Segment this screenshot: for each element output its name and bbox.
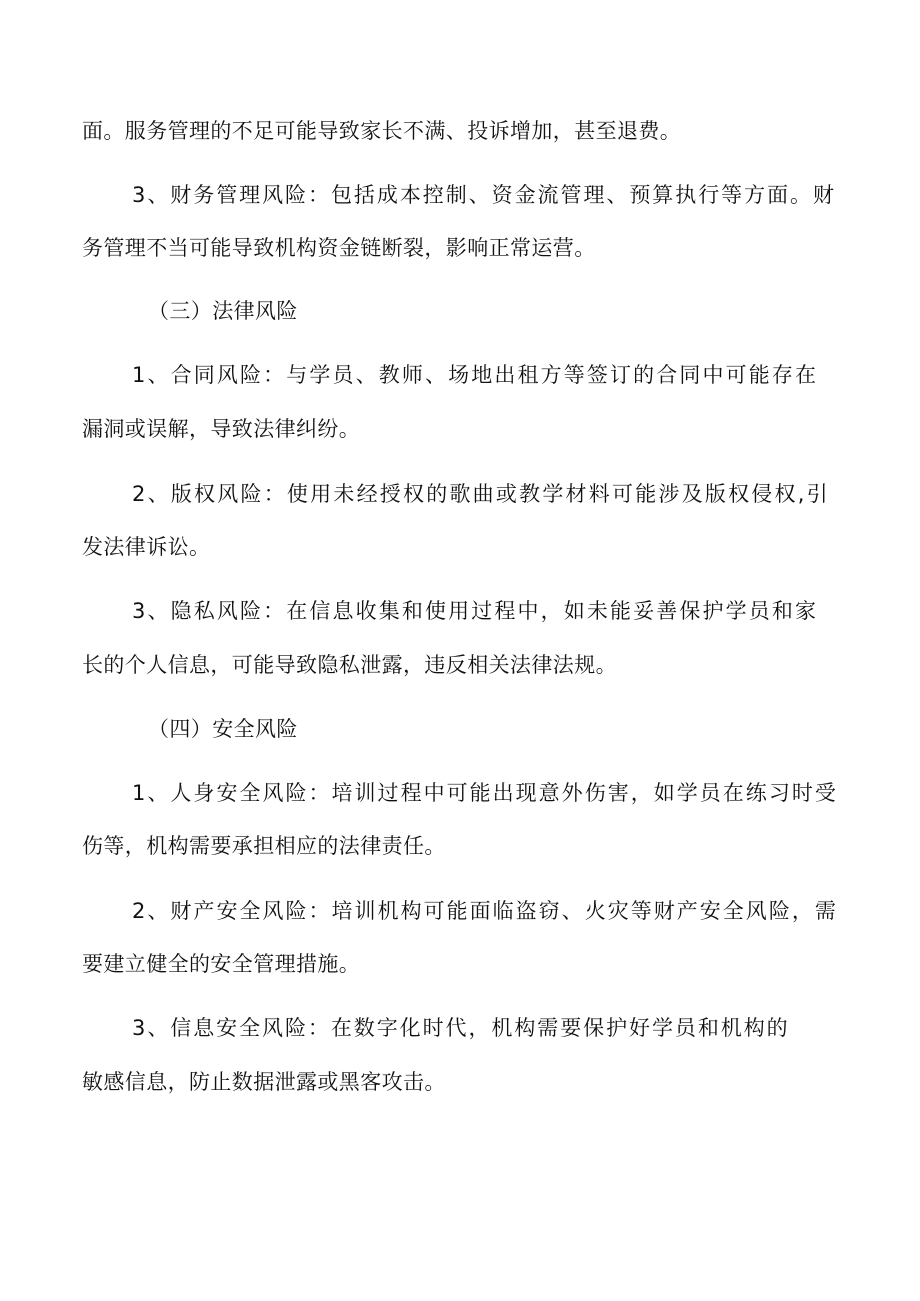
glyph: 化 bbox=[399, 1016, 421, 1040]
glyph: 3 bbox=[132, 599, 146, 623]
glyph: 务 bbox=[193, 183, 215, 207]
glyph: 涉 bbox=[658, 482, 680, 506]
glyph: 侵 bbox=[751, 482, 773, 506]
glyph: 、 bbox=[147, 183, 169, 207]
glyph: 面 bbox=[469, 899, 491, 923]
glyph: 授 bbox=[379, 482, 401, 506]
glyph: 产 bbox=[193, 899, 215, 923]
glyph: 和 bbox=[771, 599, 793, 623]
paragraph-line-justified bbox=[132, 360, 816, 390]
glyph: 信 bbox=[309, 599, 331, 623]
glyph: 意 bbox=[538, 781, 560, 805]
glyph: 金 bbox=[514, 183, 536, 207]
glyph: ： bbox=[263, 363, 285, 387]
glyph: 经 bbox=[356, 482, 378, 506]
glyph: 财 bbox=[170, 899, 192, 923]
glyph: 信 bbox=[170, 1016, 192, 1040]
glyph: 曲 bbox=[472, 482, 494, 506]
glyph: 盗 bbox=[515, 899, 537, 923]
glyph: 安 bbox=[699, 899, 721, 923]
glyph: 引 bbox=[806, 482, 828, 506]
paragraph-line: 面。服务管理的不足可能导致家长不满、投诉增加，甚至退费。 bbox=[82, 119, 682, 143]
glyph: 需 bbox=[814, 899, 836, 923]
glyph: 能 bbox=[748, 363, 770, 387]
glyph: 机 bbox=[491, 1016, 513, 1040]
glyph: 学 bbox=[542, 482, 564, 506]
glyph: 租 bbox=[517, 363, 539, 387]
paragraph-line-justified bbox=[132, 896, 836, 926]
glyph: 险 bbox=[768, 899, 790, 923]
glyph: 字 bbox=[376, 1016, 398, 1040]
glyph: 需 bbox=[537, 1016, 559, 1040]
glyph: 括 bbox=[353, 183, 375, 207]
glyph: 面 bbox=[767, 183, 789, 207]
glyph: 身 bbox=[193, 781, 215, 805]
glyph: 险 bbox=[240, 363, 261, 387]
glyph: 可 bbox=[423, 899, 445, 923]
glyph: 程 bbox=[494, 599, 516, 623]
glyph: 或 bbox=[495, 482, 517, 506]
glyph: 等 bbox=[563, 363, 585, 387]
section-heading: （四）安全风险 bbox=[148, 717, 298, 741]
glyph: 财 bbox=[812, 183, 834, 207]
glyph: 构 bbox=[400, 899, 422, 923]
glyph: 安 bbox=[216, 781, 238, 805]
glyph: 料 bbox=[588, 482, 610, 506]
paragraph-line-justified bbox=[132, 180, 834, 210]
glyph: 风 bbox=[262, 899, 284, 923]
glyph: 构 bbox=[514, 1016, 536, 1040]
glyph: 安 bbox=[216, 1016, 238, 1040]
glyph: 同 bbox=[679, 363, 701, 387]
glyph: 能 bbox=[446, 899, 468, 923]
glyph: 未 bbox=[333, 482, 355, 506]
glyph: 员 bbox=[674, 1016, 696, 1040]
glyph: 3 bbox=[132, 183, 146, 207]
glyph: 善 bbox=[656, 599, 678, 623]
glyph: 3 bbox=[132, 1016, 146, 1040]
paragraph-line: 敏感信息，防止数据泄露或黑客攻击。 bbox=[82, 1070, 446, 1094]
glyph: 教 bbox=[519, 482, 541, 506]
glyph: 权 bbox=[403, 482, 424, 506]
glyph: 2 bbox=[132, 482, 146, 506]
glyph: 息 bbox=[332, 599, 354, 623]
glyph: 害 bbox=[607, 781, 629, 805]
glyph: 可 bbox=[725, 363, 747, 387]
glyph: 管 bbox=[560, 183, 582, 207]
glyph: 歌 bbox=[449, 482, 471, 506]
glyph: 制 bbox=[445, 183, 467, 207]
glyph: 在 bbox=[795, 363, 816, 387]
glyph: 保 bbox=[583, 1016, 605, 1040]
glyph: 和 bbox=[401, 599, 423, 623]
paragraph-line: 务管理不当可能导致机构资金链断裂，影响正常运营。 bbox=[82, 236, 596, 260]
glyph: 资 bbox=[491, 183, 513, 207]
glyph: 过 bbox=[471, 599, 493, 623]
glyph: 等 bbox=[630, 899, 652, 923]
paragraph-line-justified bbox=[132, 596, 816, 626]
glyph: 护 bbox=[606, 1016, 628, 1040]
glyph: 使 bbox=[425, 599, 446, 623]
glyph: 妥 bbox=[633, 599, 655, 623]
glyph: 家 bbox=[795, 599, 816, 623]
glyph: , bbox=[797, 482, 805, 506]
glyph: 学 bbox=[309, 363, 331, 387]
glyph: 训 bbox=[354, 899, 376, 923]
glyph: 现 bbox=[515, 781, 537, 805]
glyph: 理 bbox=[239, 183, 261, 207]
glyph: 订 bbox=[610, 363, 631, 387]
glyph: 时 bbox=[422, 1016, 444, 1040]
glyph: 包 bbox=[330, 183, 352, 207]
glyph: 私 bbox=[193, 599, 215, 623]
glyph: 中 bbox=[702, 363, 724, 387]
glyph: 与 bbox=[286, 363, 308, 387]
glyph: 时 bbox=[791, 781, 813, 805]
glyph: 全 bbox=[239, 1016, 261, 1040]
glyph: 权 bbox=[194, 482, 216, 506]
glyph: 1 bbox=[132, 781, 146, 805]
glyph: 灾 bbox=[607, 899, 629, 923]
glyph: 全 bbox=[722, 899, 744, 923]
glyph: 财 bbox=[170, 183, 192, 207]
glyph: 中 bbox=[423, 781, 445, 805]
glyph: 风 bbox=[262, 183, 284, 207]
glyph: 可 bbox=[611, 482, 633, 506]
glyph: 未 bbox=[586, 599, 608, 623]
glyph: 险 bbox=[285, 899, 307, 923]
paragraph-line-justified bbox=[132, 778, 836, 808]
glyph: 险 bbox=[285, 781, 307, 805]
glyph: 行 bbox=[698, 183, 720, 207]
glyph: 机 bbox=[720, 1016, 742, 1040]
glyph: 好 bbox=[629, 1016, 650, 1040]
glyph: 、 bbox=[147, 899, 169, 923]
glyph: ， bbox=[630, 781, 652, 805]
glyph: 隐 bbox=[170, 599, 192, 623]
glyph: 能 bbox=[469, 781, 491, 805]
glyph: 版 bbox=[704, 482, 726, 506]
glyph: 险 bbox=[284, 1016, 306, 1040]
glyph: ： bbox=[263, 599, 285, 623]
glyph: 、 bbox=[561, 899, 583, 923]
glyph: 全 bbox=[239, 899, 261, 923]
glyph: 过 bbox=[377, 781, 399, 805]
glyph: 学 bbox=[651, 1016, 673, 1040]
glyph: 险 bbox=[240, 482, 262, 506]
glyph: 风 bbox=[262, 1016, 283, 1040]
glyph: 要 bbox=[560, 1016, 582, 1040]
glyph: 可 bbox=[446, 781, 468, 805]
glyph: 。 bbox=[790, 183, 812, 207]
glyph: ： bbox=[308, 183, 329, 207]
glyph: 方 bbox=[744, 183, 766, 207]
glyph: 集 bbox=[378, 599, 400, 623]
glyph: 护 bbox=[702, 599, 724, 623]
glyph: 、 bbox=[606, 183, 628, 207]
glyph: 、 bbox=[355, 363, 377, 387]
glyph: 程 bbox=[400, 781, 422, 805]
glyph: 临 bbox=[492, 899, 514, 923]
glyph: ， bbox=[791, 899, 813, 923]
glyph: 合 bbox=[170, 363, 192, 387]
glyph: ： bbox=[308, 899, 330, 923]
glyph: 地 bbox=[471, 363, 493, 387]
paragraph-line: 伤等，机构需要承担相应的法律责任。 bbox=[82, 834, 446, 858]
glyph: 执 bbox=[675, 183, 697, 207]
glyph: 中 bbox=[517, 599, 539, 623]
glyph: 培 bbox=[331, 781, 353, 805]
glyph: 外 bbox=[561, 781, 583, 805]
glyph: 产 bbox=[676, 899, 698, 923]
glyph: 、 bbox=[425, 363, 446, 387]
glyph: 全 bbox=[239, 781, 261, 805]
glyph: 伤 bbox=[584, 781, 606, 805]
glyph: 习 bbox=[768, 781, 790, 805]
glyph: 火 bbox=[584, 899, 606, 923]
glyph: 、 bbox=[147, 363, 169, 387]
glyph: 合 bbox=[656, 363, 678, 387]
paragraph-line: 要建立健全的安全管理措施。 bbox=[82, 952, 361, 976]
glyph: 机 bbox=[377, 899, 399, 923]
glyph: 在 bbox=[722, 781, 744, 805]
glyph: 的 bbox=[633, 363, 655, 387]
glyph: 本 bbox=[399, 183, 421, 207]
glyph: 使 bbox=[286, 482, 308, 506]
glyph: ： bbox=[307, 1016, 329, 1040]
glyph: 风 bbox=[745, 899, 767, 923]
glyph: 预 bbox=[629, 183, 651, 207]
glyph: 、 bbox=[147, 599, 169, 623]
glyph: 在 bbox=[286, 599, 308, 623]
glyph: 收 bbox=[355, 599, 377, 623]
glyph: 2 bbox=[132, 899, 146, 923]
paragraph-line: 漏洞或误解，导致法律纠纷。 bbox=[82, 417, 361, 441]
glyph: 数 bbox=[353, 1016, 375, 1040]
glyph: 能 bbox=[610, 599, 631, 623]
glyph: 代 bbox=[445, 1016, 467, 1040]
glyph: 构 bbox=[743, 1016, 765, 1040]
glyph: 理 bbox=[583, 183, 605, 207]
glyph: 窃 bbox=[538, 899, 560, 923]
glyph: 场 bbox=[448, 363, 470, 387]
paragraph-line-justified bbox=[132, 1013, 788, 1043]
glyph: 风 bbox=[216, 363, 238, 387]
glyph: 受 bbox=[814, 781, 836, 805]
glyph: 用 bbox=[310, 482, 332, 506]
glyph: 、 bbox=[147, 1016, 169, 1040]
glyph: 人 bbox=[170, 781, 192, 805]
glyph: 培 bbox=[331, 899, 353, 923]
glyph: 材 bbox=[565, 482, 587, 506]
glyph: 风 bbox=[262, 781, 284, 805]
glyph: 成 bbox=[376, 183, 398, 207]
glyph: 教 bbox=[378, 363, 400, 387]
glyph: 险 bbox=[285, 183, 307, 207]
glyph: 方 bbox=[540, 363, 562, 387]
paragraph-line: 发法律诉讼。 bbox=[82, 535, 211, 559]
glyph: 控 bbox=[422, 183, 444, 207]
glyph: 训 bbox=[354, 781, 376, 805]
glyph: 、 bbox=[468, 183, 490, 207]
glyph: 用 bbox=[448, 599, 470, 623]
glyph: 权 bbox=[728, 482, 750, 506]
glyph: ， bbox=[468, 1016, 490, 1040]
glyph: 存 bbox=[771, 363, 793, 387]
glyph: 如 bbox=[653, 781, 675, 805]
glyph: 、 bbox=[147, 482, 169, 506]
glyph: 练 bbox=[745, 781, 767, 805]
paragraph-line-justified bbox=[132, 479, 828, 509]
glyph: 风 bbox=[217, 482, 239, 506]
glyph: 、 bbox=[147, 781, 169, 805]
glyph: 和 bbox=[697, 1016, 719, 1040]
glyph: 学 bbox=[676, 781, 698, 805]
glyph: 保 bbox=[679, 599, 701, 623]
glyph: 算 bbox=[652, 183, 674, 207]
glyph: 学 bbox=[725, 599, 747, 623]
glyph: ： bbox=[308, 781, 330, 805]
glyph: ： bbox=[263, 482, 285, 506]
glyph: 管 bbox=[216, 183, 238, 207]
glyph: 签 bbox=[586, 363, 608, 387]
glyph: 的 bbox=[426, 482, 448, 506]
glyph: 风 bbox=[216, 599, 238, 623]
paragraph-line: 长的个人信息，可能导致隐私泄露，违反相关法律法规。 bbox=[82, 653, 617, 677]
glyph: 出 bbox=[494, 363, 516, 387]
glyph: 安 bbox=[216, 899, 238, 923]
glyph: 及 bbox=[681, 482, 703, 506]
glyph: 版 bbox=[170, 482, 192, 506]
glyph: 财 bbox=[653, 899, 675, 923]
glyph: 员 bbox=[699, 781, 721, 805]
glyph: 险 bbox=[240, 599, 261, 623]
glyph: 能 bbox=[635, 482, 657, 506]
glyph: 在 bbox=[330, 1016, 352, 1040]
glyph: 同 bbox=[193, 363, 215, 387]
glyph: 流 bbox=[537, 183, 559, 207]
glyph: 权 bbox=[774, 482, 796, 506]
glyph: 息 bbox=[193, 1016, 215, 1040]
section-heading: （三）法律风险 bbox=[148, 299, 298, 323]
glyph: 师 bbox=[401, 363, 423, 387]
glyph: 如 bbox=[563, 599, 585, 623]
glyph: 出 bbox=[492, 781, 514, 805]
glyph: ， bbox=[540, 599, 562, 623]
glyph: 等 bbox=[721, 183, 743, 207]
glyph: 的 bbox=[766, 1016, 788, 1040]
glyph: 员 bbox=[748, 599, 770, 623]
glyph: 1 bbox=[132, 363, 146, 387]
glyph: 员 bbox=[332, 363, 354, 387]
